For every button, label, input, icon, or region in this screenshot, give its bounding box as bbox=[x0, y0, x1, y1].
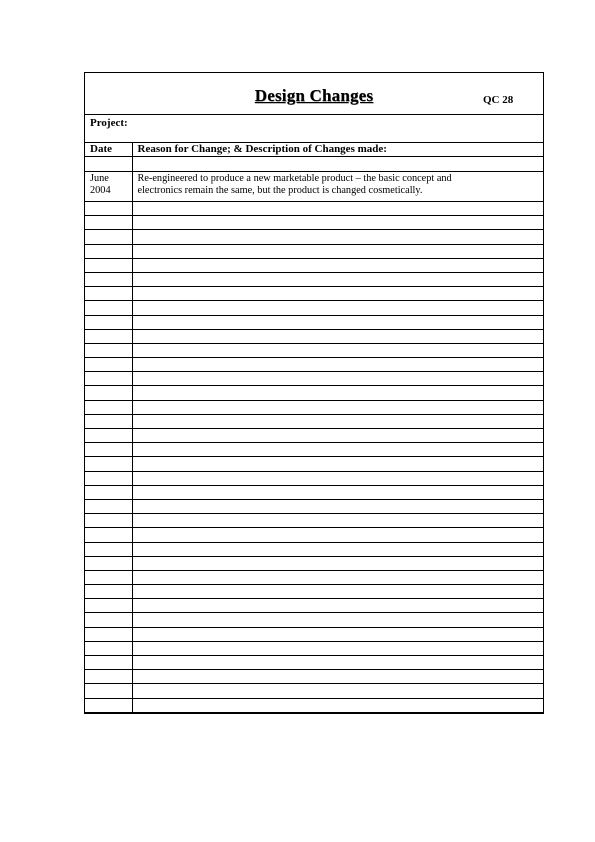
table-cell bbox=[85, 414, 132, 428]
table-row bbox=[85, 244, 543, 258]
table-cell bbox=[85, 556, 132, 570]
table-row bbox=[85, 443, 543, 457]
table-cell bbox=[132, 329, 543, 343]
table-cell bbox=[85, 386, 132, 400]
table-cell bbox=[132, 230, 543, 244]
entry-description bbox=[132, 172, 543, 202]
table-header-row bbox=[85, 143, 543, 157]
table-cell bbox=[132, 613, 543, 627]
table-row bbox=[85, 627, 543, 641]
table-cell bbox=[85, 670, 132, 684]
entry-description-line: electronics remain the same, but the product is changed cosmetically. bbox=[137, 185, 423, 196]
table-cell bbox=[85, 542, 132, 556]
table-cell bbox=[132, 244, 543, 258]
table-cell bbox=[85, 471, 132, 485]
table-row bbox=[85, 570, 543, 584]
table-cell bbox=[132, 457, 543, 471]
table-cell bbox=[85, 641, 132, 655]
table-cell bbox=[132, 287, 543, 301]
table-row bbox=[85, 386, 543, 400]
table-cell bbox=[132, 585, 543, 599]
table-cell bbox=[85, 372, 132, 386]
title-row bbox=[85, 73, 543, 115]
table-row bbox=[85, 216, 543, 230]
table-row bbox=[85, 485, 543, 499]
table-cell bbox=[132, 641, 543, 655]
table-cell bbox=[132, 684, 543, 698]
project-row bbox=[85, 115, 543, 143]
table-cell bbox=[85, 230, 132, 244]
table-cell bbox=[85, 301, 132, 315]
table-cell bbox=[85, 329, 132, 343]
table-cell bbox=[132, 627, 543, 641]
table-cell bbox=[85, 157, 132, 172]
table-cell bbox=[85, 429, 132, 443]
table-row bbox=[85, 230, 543, 244]
table-cell bbox=[132, 670, 543, 684]
table-cell bbox=[85, 684, 132, 698]
table-cell bbox=[85, 528, 132, 542]
table-cell bbox=[85, 244, 132, 258]
table-cell bbox=[132, 157, 543, 172]
table-cell bbox=[132, 656, 543, 670]
table-cell bbox=[132, 258, 543, 272]
table-row bbox=[85, 287, 543, 301]
table-cell bbox=[132, 372, 543, 386]
table-cell bbox=[132, 216, 543, 230]
table-row bbox=[85, 372, 543, 386]
table-cell bbox=[132, 429, 543, 443]
table-row bbox=[85, 599, 543, 613]
table-cell bbox=[132, 272, 543, 286]
table-cell bbox=[85, 287, 132, 301]
table-row bbox=[85, 613, 543, 627]
table-cell bbox=[85, 656, 132, 670]
table-cell bbox=[85, 613, 132, 627]
table-cell bbox=[85, 485, 132, 499]
table-row bbox=[85, 684, 543, 698]
table-row bbox=[85, 172, 543, 202]
table-cell bbox=[132, 315, 543, 329]
entry-date-month: June bbox=[90, 173, 109, 184]
table-cell bbox=[85, 499, 132, 513]
date-column-header: Date bbox=[85, 143, 132, 157]
table-row bbox=[85, 301, 543, 315]
table-row bbox=[85, 329, 543, 343]
table-row bbox=[85, 358, 543, 372]
table-cell bbox=[85, 202, 132, 216]
table-cell bbox=[132, 343, 543, 357]
table-cell bbox=[85, 599, 132, 613]
table-row bbox=[85, 556, 543, 570]
table-row bbox=[85, 670, 543, 684]
table-cell bbox=[132, 499, 543, 513]
table-cell bbox=[85, 400, 132, 414]
table-cell bbox=[85, 585, 132, 599]
table-cell bbox=[85, 343, 132, 357]
table-row bbox=[85, 698, 543, 712]
table-row bbox=[85, 343, 543, 357]
table-cell bbox=[132, 400, 543, 414]
table-row bbox=[85, 258, 543, 272]
table-cell bbox=[85, 457, 132, 471]
table-row bbox=[85, 315, 543, 329]
table-cell bbox=[132, 528, 543, 542]
table-cell bbox=[85, 698, 132, 712]
table-row bbox=[85, 641, 543, 655]
table-row bbox=[85, 414, 543, 428]
design-changes-form bbox=[84, 72, 544, 714]
table-cell bbox=[132, 599, 543, 613]
table-cell bbox=[85, 272, 132, 286]
table-row bbox=[85, 400, 543, 414]
description-column-header: Reason for Change; & Description of Changes made: bbox=[132, 143, 543, 157]
table-row bbox=[85, 656, 543, 670]
table-row bbox=[85, 457, 543, 471]
table-cell bbox=[132, 514, 543, 528]
table-cell bbox=[132, 485, 543, 499]
table-cell bbox=[132, 386, 543, 400]
table-cell bbox=[132, 202, 543, 216]
table-cell bbox=[132, 556, 543, 570]
table-cell bbox=[132, 698, 543, 712]
table-cell bbox=[132, 471, 543, 485]
table-cell bbox=[132, 358, 543, 372]
table-row bbox=[85, 585, 543, 599]
entry-date bbox=[85, 172, 132, 202]
table-row bbox=[85, 202, 543, 216]
spacer-row bbox=[85, 157, 543, 172]
table-row bbox=[85, 471, 543, 485]
table-cell bbox=[132, 414, 543, 428]
table-row bbox=[85, 429, 543, 443]
project-label: Project: bbox=[90, 117, 128, 129]
table-cell bbox=[85, 315, 132, 329]
table-row bbox=[85, 514, 543, 528]
entry-date-year: 2004 bbox=[90, 185, 111, 196]
table-cell bbox=[132, 443, 543, 457]
table-cell bbox=[85, 216, 132, 230]
table-cell bbox=[132, 570, 543, 584]
table-row bbox=[85, 499, 543, 513]
table-cell bbox=[85, 570, 132, 584]
table-cell bbox=[132, 542, 543, 556]
table-cell bbox=[85, 358, 132, 372]
form-title: Design Changes bbox=[254, 86, 374, 105]
form-code: QC 28 bbox=[483, 94, 514, 106]
table-cell bbox=[132, 301, 543, 315]
table-cell bbox=[85, 443, 132, 457]
table-row bbox=[85, 272, 543, 286]
entry-description-line: Re-engineered to produce a new marketable product – the basic concept and bbox=[137, 173, 452, 184]
changes-table bbox=[85, 143, 543, 713]
table-row bbox=[85, 528, 543, 542]
table-cell bbox=[85, 258, 132, 272]
table-row bbox=[85, 542, 543, 556]
table-cell bbox=[85, 627, 132, 641]
table-cell bbox=[85, 514, 132, 528]
